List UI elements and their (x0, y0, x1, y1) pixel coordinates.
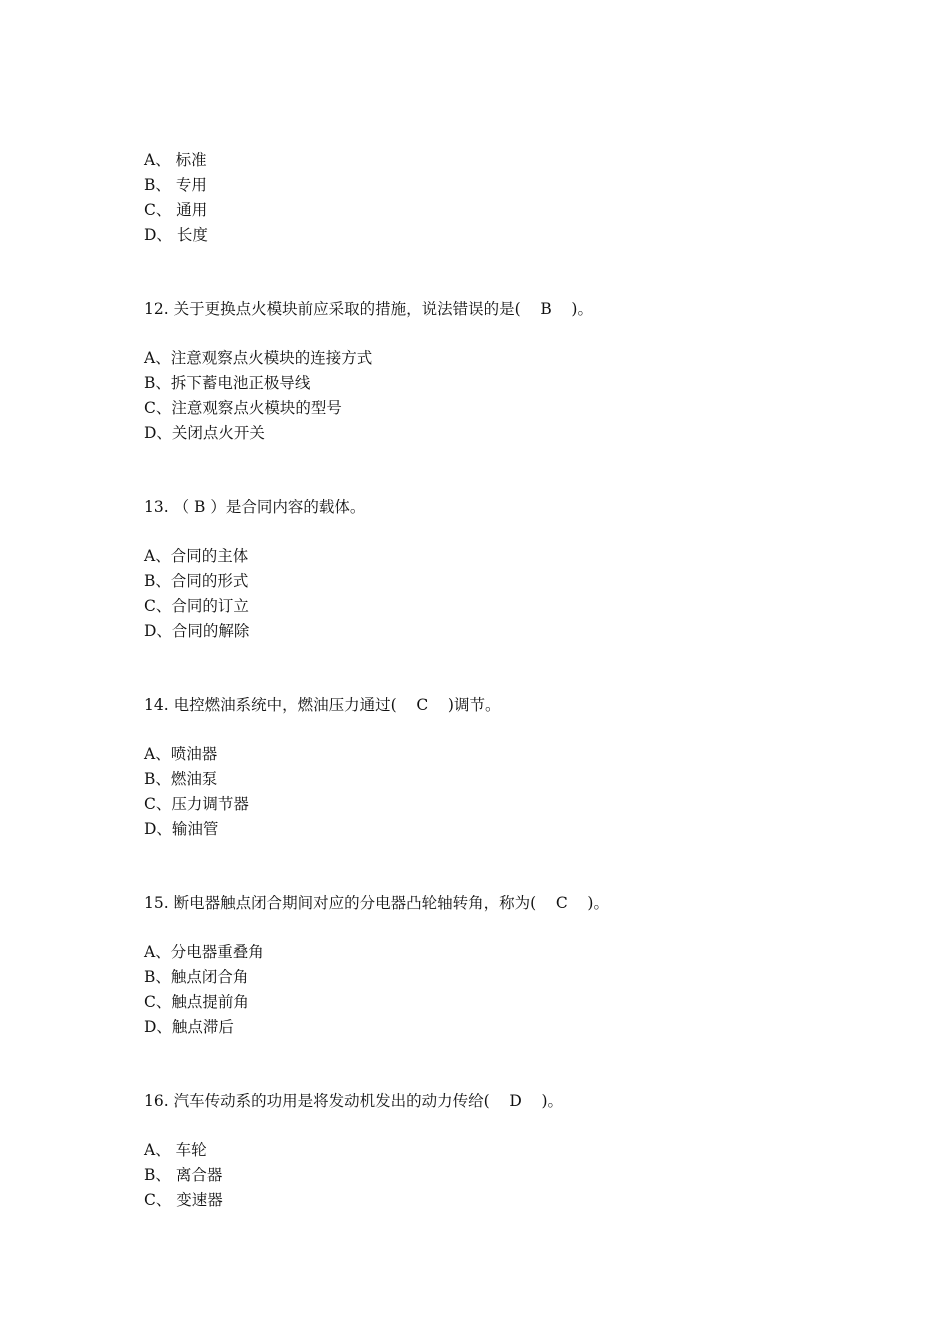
option-d: D、输油管 (144, 820, 219, 838)
option-a: A、分电器重叠角 (144, 943, 264, 961)
question-text: 15. 断电器触点闭合期间对应的分电器凸轮轴转角，称为( C )。 (144, 894, 609, 912)
option-c: C、注意观察点火模块的型号 (144, 399, 342, 417)
document-content (144, 148, 844, 1213)
option-b: B、合同的形式 (144, 572, 249, 590)
option-a: A、 车轮 (144, 1141, 207, 1159)
option-b: B、 离合器 (144, 1166, 223, 1184)
option-c: C、压力调节器 (144, 795, 249, 813)
option-c: C、 变速器 (144, 1191, 223, 1209)
option-a: A、注意观察点火模块的连接方式 (144, 349, 373, 367)
question-text: 14. 电控燃油系统中，燃油压力通过( C )调节。 (144, 696, 501, 714)
option-c: C、 通用 (144, 201, 208, 219)
option-a: A、合同的主体 (144, 547, 249, 565)
question-block (144, 148, 844, 248)
question-text: 12. 关于更换点火模块前应采取的措施，说法错误的是( B )。 (144, 300, 593, 318)
question-block (144, 693, 844, 842)
question-text: 16. 汽车传动系的功用是将发动机发出的动力传给( D )。 (144, 1092, 564, 1110)
option-a: A、喷油器 (144, 745, 218, 763)
option-c: C、合同的订立 (144, 597, 249, 615)
question-block (144, 891, 844, 1040)
question-block (144, 297, 844, 446)
question-text: 13. （ B ）是合同内容的载体。 (144, 498, 366, 516)
question-block (144, 1089, 844, 1213)
option-d: D、 长度 (144, 226, 208, 244)
option-a: A、 标准 (144, 151, 207, 169)
option-d: D、关闭点火开关 (144, 424, 265, 442)
option-b: B、拆下蓄电池正极导线 (144, 374, 311, 392)
option-d: D、触点滞后 (144, 1018, 234, 1036)
question-block (144, 495, 844, 644)
option-b: B、触点闭合角 (144, 968, 249, 986)
option-b: B、燃油泵 (144, 770, 218, 788)
option-c: C、触点提前角 (144, 993, 249, 1011)
option-b: B、 专用 (144, 176, 207, 194)
option-d: D、合同的解除 (144, 622, 250, 640)
